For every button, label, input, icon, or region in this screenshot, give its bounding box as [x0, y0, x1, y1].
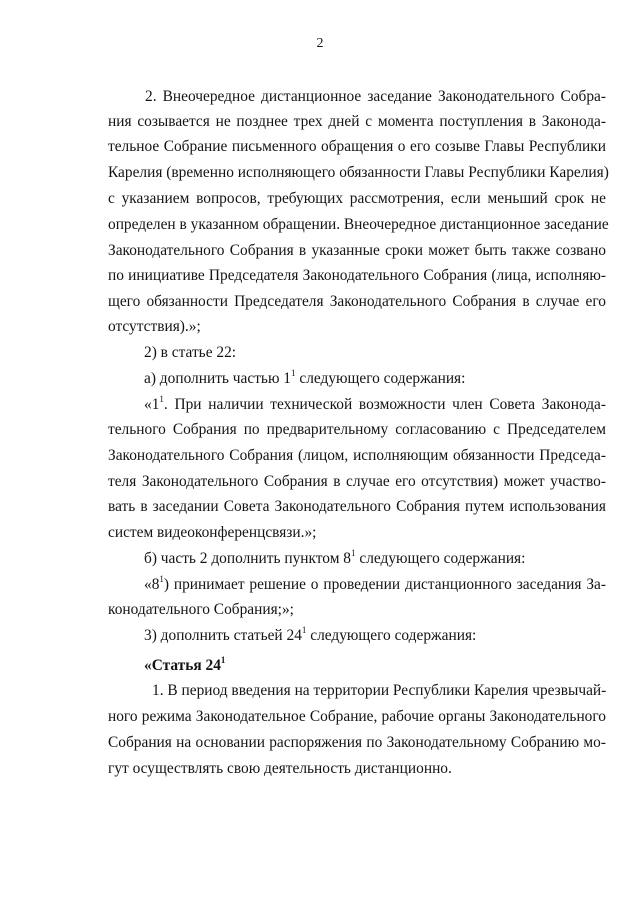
text-line: тельного Собрания по предварительному согласованию с Председателем [108, 421, 606, 438]
text-line: Законодательного Собрания в указанные сроки может быть также созвано [108, 242, 606, 259]
text-line: тельное Собрание письменного обращения о его созыве Главы Республики [108, 138, 606, 155]
sub-item-b: б) часть 2 дополнить пунктом $8^1$ следующего содержания: [144, 547, 526, 567]
text-line: конодательного Собрания;»; [108, 601, 294, 618]
article-heading: «Статья $24^1$ [144, 654, 226, 674]
text-line: систем видеоконференцсвязи.»; [108, 524, 317, 541]
text-line: по инициативе Председателя Законодательного Собрания (лица, исполняю- [108, 267, 606, 284]
superscript: 1 [159, 393, 164, 404]
text-line: ния созывается не позднее трех дней с момента поступления в Законода- [108, 113, 606, 130]
text-line: определен в указанном обращении. Внеочередное дистанционное заседание [108, 216, 609, 233]
text-line: 2. Внеочередное дистанционное заседание Законодательного Собра- [145, 88, 606, 105]
superscript: 1 [291, 367, 296, 378]
text-line: Карелия (временно исполняющего обязанности Главы Республики Карелия) [108, 164, 609, 181]
text-line: ного режима Законодательное Собрание, рабочие органы Законодательного [108, 708, 606, 725]
text-line: щего обязанности Председателя Законодательного Собрания в случае его [108, 293, 606, 310]
superscript: 1 [351, 547, 356, 558]
list-item-2: 2) в статье 22: [144, 344, 237, 361]
superscript: 1 [301, 624, 307, 635]
sub-item-a: а) дополнить частью $1^1$ следующего содержания: [144, 367, 466, 387]
quote-line: «$1^1$. При наличии технической возможности член Совета Законода- [144, 393, 606, 413]
text-line: Собрания на основании распоряжения по Законодательному Собранию мо- [108, 734, 606, 751]
superscript: 1 [220, 654, 226, 665]
page-number: 2 [316, 36, 324, 51]
text-line: теля Законодательного Собрания в случае его отсутствия) может участво- [108, 473, 606, 490]
text-line: отсутствия).»; [108, 318, 201, 335]
text-line: Законодательного Собрания (лицом, исполняющим обязанности Председа- [108, 447, 606, 464]
text-line: 1. В период введения на территории Республики Карелия чрезвычай- [152, 682, 607, 699]
list-item-3: 3) дополнить статьей $24^1$ следующего содержания: [144, 624, 477, 644]
text-line: с указанием вопросов, требующих рассмотрения, если меньший срок не [108, 190, 606, 207]
quote-line: «$8^1$) принимает решение о проведении дистанционного заседания За- [144, 573, 606, 593]
text-line: вать в заседании Совета Законодательного Собрания путем использования [108, 498, 606, 515]
text-line: гут осуществлять свою деятельность дистанционно. [108, 760, 452, 777]
superscript: 1 [159, 573, 164, 584]
